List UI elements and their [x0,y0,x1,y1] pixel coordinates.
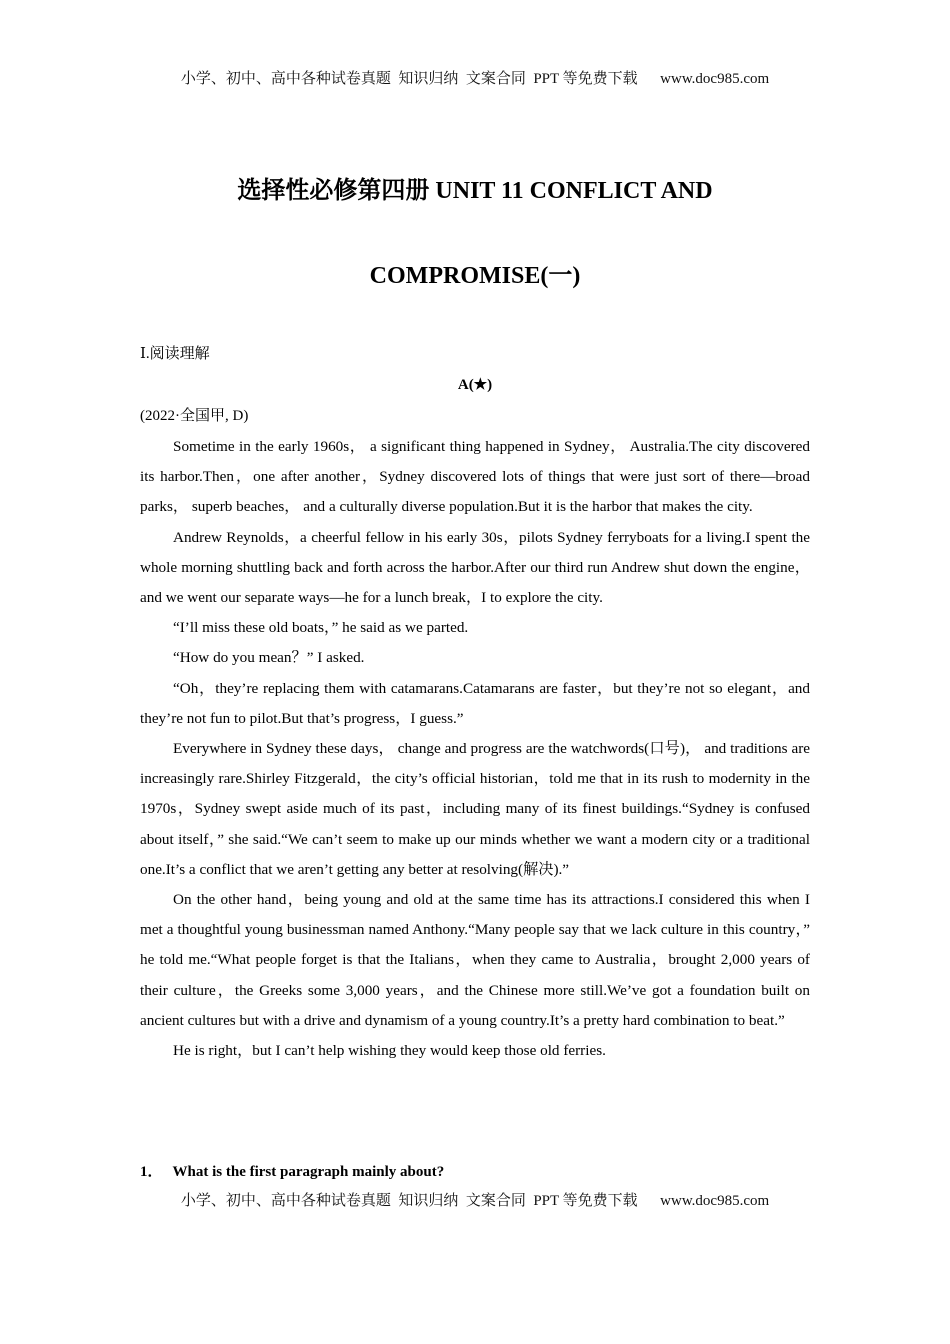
passage-source: (2022·全国甲, D) [140,408,249,424]
passage-paragraph: He is right，but I can’t help wishing they would keep those old ferries. [173,1042,606,1060]
reading-passage [140,432,810,1066]
document-title-line-1: 选择性必修第四册 UNIT 11 CONFLICT AND [237,178,713,204]
page-footer-banner: 小学、初中、高中各种试卷真题 知识归纳 文案合同 PPT 等免费下载 www.doc985.com [180,1193,770,1209]
page-header-banner: 小学、初中、高中各种试卷真题 知识归纳 文案合同 PPT 等免费下载 www.doc985.com [180,71,770,87]
passage-paragraph: “How do you mean？” I asked. [173,649,365,667]
section-heading-reading: Ⅰ.阅读理解 [140,346,210,362]
passage-paragraph: “Oh，they’re replacing them with catamarans.Catamarans are faster，but they’re not so elegant，and they’re not fun to pilot.But that’s progress，I guess.” [140,679,810,727]
question-number: 1． [140,1164,163,1180]
passage-label: A(★) [457,377,493,393]
question-text: What is the first paragraph mainly about? [172,1164,445,1180]
passage-paragraph: “I’ll miss these old boats，” he said as we parted. [173,619,469,637]
passage-paragraph: Everywhere in Sydney these days， change and progress are the watchwords(口号)， and traditions are increasingly rare.Shirley Fitzgerald，the city’s official historian，told me that in its rush to modernity in the 1970s，Sydney swept aside much of its past，including many of its finest buildings.“Sydney is confused about itself，” she said.“We can’t seem to make up our minds whether we want a modern city or a traditional one.It’s a conflict that we aren’t getting any better at resolving(解决).” [140,740,810,878]
question-1 [140,1162,444,1182]
document-title-line-2: COMPROMISE(一) [369,263,581,289]
passage-paragraph: On the other hand，being young and old at the same time has its attractions.I considered this when I met a thoughtful young businessman named Anthony.“Many people say that we lack culture in this country，” he told me.“What people forget is that the Italians，when they came to Australia，brought 2,000 years of their culture，the Greeks some 3,000 years，and the Chinese more still.We’ve got a foundation built on ancient cultures but with a drive and dynamism of a young country.It’s a pretty hard combination to beat.” [140,891,810,1029]
passage-paragraph: Sometime in the early 1960s， a significant thing happened in Sydney， Australia.The city discovered its harbor.Then，one after another，Sydney discovered lots of things that were just sort of there—broad parks， superb beaches， and a culturally diverse population.But it is the harbor that makes the city. [140,438,810,516]
passage-paragraph: Andrew Reynolds，a cheerful fellow in his early 30s，pilots Sydney ferryboats for a living.I spent the whole morning shuttling back and forth across the harbor.After our third run Andrew shut down the engine，and we went our separate ways—he for a lunch break，I to explore the city. [140,528,810,607]
